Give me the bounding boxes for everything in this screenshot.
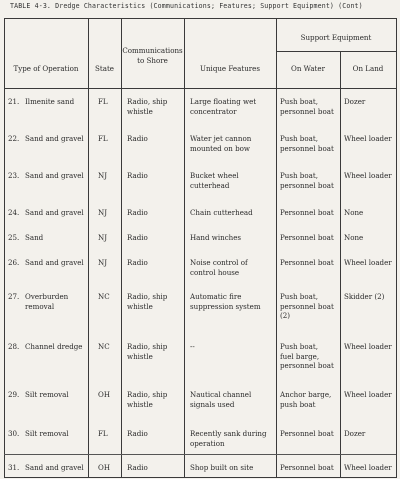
cell-comm-line2: whistle	[127, 399, 153, 409]
cell-type-line2: removal	[25, 301, 55, 311]
header-communications-line1: Communications	[122, 46, 183, 55]
cell-features-line1: Noise control of	[190, 258, 248, 267]
cell-water-line2: personnel boat	[280, 143, 334, 153]
cell-features: Shop built on site	[190, 463, 254, 472]
cell-state: FL	[98, 429, 108, 438]
support-subheader-rule	[276, 51, 396, 52]
cell-comm: Radio	[127, 463, 148, 472]
cell-type: Ilmenite sand	[25, 97, 75, 106]
cell-type: Sand and gravel	[25, 134, 84, 143]
cell-num: 21.	[8, 97, 20, 106]
cell-water-line1: Push boat,	[280, 292, 318, 301]
header-state: State	[95, 64, 114, 73]
cell-water: Personnel boat	[280, 258, 334, 267]
cell-water-line1: Push boat,	[280, 342, 318, 351]
cell-features-line2: concentrator	[190, 106, 237, 116]
cell-land: Dozer	[344, 429, 366, 438]
cell-land: Wheel loader	[344, 390, 392, 399]
cell-num: 31.	[8, 463, 20, 472]
cell-water-line3: (2)	[280, 311, 291, 321]
cell-water-line3: personnel boat	[280, 361, 334, 371]
cell-state: NJ	[98, 233, 108, 242]
table-top-rule	[4, 18, 396, 19]
cell-state: OH	[98, 463, 111, 472]
cell-type: Sand and gravel	[25, 463, 84, 472]
cell-comm: Radio	[127, 208, 148, 217]
cell-num: 24.	[8, 208, 20, 217]
cell-comm-line1: Radio, ship	[127, 342, 168, 351]
cell-water-line2: personnel boat	[280, 301, 334, 311]
cell-state: NC	[98, 342, 110, 351]
cell-water-line1: Push boat,	[280, 134, 318, 143]
cell-comm: Radio	[127, 171, 148, 180]
cell-features: Hand winches	[190, 233, 242, 242]
cell-features: Chain cutterhead	[190, 208, 253, 217]
cell-state: FL	[98, 134, 108, 143]
col-rule-5	[340, 51, 341, 478]
cell-type: Sand and gravel	[25, 171, 84, 180]
cell-water: Personnel boat	[280, 208, 334, 217]
cell-features-line1: Recently sank during	[190, 429, 267, 438]
cell-state: NC	[98, 292, 110, 301]
cell-features-line2: suppression system	[190, 301, 261, 311]
cell-comm-line2: whistle	[127, 351, 153, 361]
cell-type: Sand	[25, 233, 44, 242]
col-rule-1	[88, 18, 89, 478]
cell-num: 26.	[8, 258, 20, 267]
cell-num: 28.	[8, 342, 20, 351]
cell-state: NJ	[98, 208, 108, 217]
cell-land: Wheel loader	[344, 171, 392, 180]
cell-comm: Radio	[127, 429, 148, 438]
header-support-equipment: Support Equipment	[300, 33, 372, 42]
col-rule-3	[184, 18, 185, 478]
cell-land: Wheel loader	[344, 134, 392, 143]
cell-features-line2: signals used	[190, 399, 235, 409]
cell-water-line1: Anchor barge,	[280, 390, 332, 399]
cell-comm-line2: whistle	[127, 106, 153, 116]
cell-water-line1: Push boat,	[280, 97, 318, 106]
cell-land: None	[344, 208, 364, 217]
cell-land: Wheel loader	[344, 342, 392, 351]
cell-type: Sand and gravel	[25, 208, 84, 217]
header-communications-line2: to Shore	[137, 56, 168, 65]
col-rule-4	[276, 18, 277, 478]
col-rule-left	[4, 18, 5, 478]
header-on-land: On Land	[352, 64, 384, 73]
cell-features-line1: Water jet cannon	[190, 134, 252, 143]
cell-land: Wheel loader	[344, 258, 392, 267]
cell-type-line1: Overburden	[25, 292, 69, 301]
cell-water: Personnel boat	[280, 463, 334, 472]
cell-water-line2: fuel barge,	[280, 351, 320, 361]
cell-comm-line1: Radio, ship	[127, 292, 168, 301]
cell-features-line1: Nautical channel	[190, 390, 252, 399]
cell-features-line2: mounted on bow	[190, 143, 250, 153]
cell-water-line1: Push boat,	[280, 171, 318, 180]
cell-features-line1: Automatic fire	[190, 292, 242, 301]
cell-features: --	[190, 342, 195, 351]
cell-land: Wheel loader	[344, 463, 392, 472]
cell-type: Silt removal	[25, 429, 69, 438]
header-bottom-rule	[4, 88, 396, 89]
cell-type: Sand and gravel	[25, 258, 84, 267]
cell-num: 29.	[8, 390, 20, 399]
row-separator-rule	[4, 454, 396, 455]
cell-features-line2: cutterhead	[190, 180, 230, 190]
cell-type: Silt removal	[25, 390, 69, 399]
cell-comm-line1: Radio, ship	[127, 97, 168, 106]
cell-num: 30.	[8, 429, 20, 438]
cell-water-line2: push boat	[280, 399, 316, 409]
header-on-water: On Water	[291, 64, 325, 73]
table-caption: TABLE 4-3. Dredge Characteristics (Communications; Features; Support Equipment) (Cont)	[10, 2, 363, 10]
cell-features-line1: Large floating wet	[190, 97, 257, 106]
cell-num: 25.	[8, 233, 20, 242]
cell-comm: Radio	[127, 134, 148, 143]
table-bottom-rule	[4, 477, 396, 478]
cell-state: NJ	[98, 171, 108, 180]
cell-type: Channel dredge	[25, 342, 83, 351]
cell-comm-line1: Radio, ship	[127, 390, 168, 399]
cell-land: Skidder (2)	[344, 292, 385, 301]
cell-water: Personnel boat	[280, 233, 334, 242]
cell-state: FL	[98, 97, 108, 106]
cell-state: NJ	[98, 258, 108, 267]
cell-features-line2: control house	[190, 267, 240, 277]
cell-comm-line2: whistle	[127, 301, 153, 311]
cell-water: Personnel boat	[280, 429, 334, 438]
cell-features-line1: Bucket wheel	[190, 171, 239, 180]
cell-water-line2: personnel boat	[280, 180, 334, 190]
cell-land: Dozer	[344, 97, 366, 106]
cell-state: OH	[98, 390, 111, 399]
cell-water-line2: personnel boat	[280, 106, 334, 116]
cell-comm: Radio	[127, 233, 148, 242]
cell-num: 22.	[8, 134, 20, 143]
cell-num: 23.	[8, 171, 20, 180]
cell-num: 27.	[8, 292, 20, 301]
cell-features-line2: operation	[190, 438, 225, 448]
header-type-of-operation: Type of Operation	[13, 64, 79, 73]
col-rule-right	[396, 18, 397, 478]
cell-land: None	[344, 233, 364, 242]
col-rule-2	[121, 18, 122, 478]
header-unique-features: Unique Features	[200, 64, 260, 73]
cell-comm: Radio	[127, 258, 148, 267]
